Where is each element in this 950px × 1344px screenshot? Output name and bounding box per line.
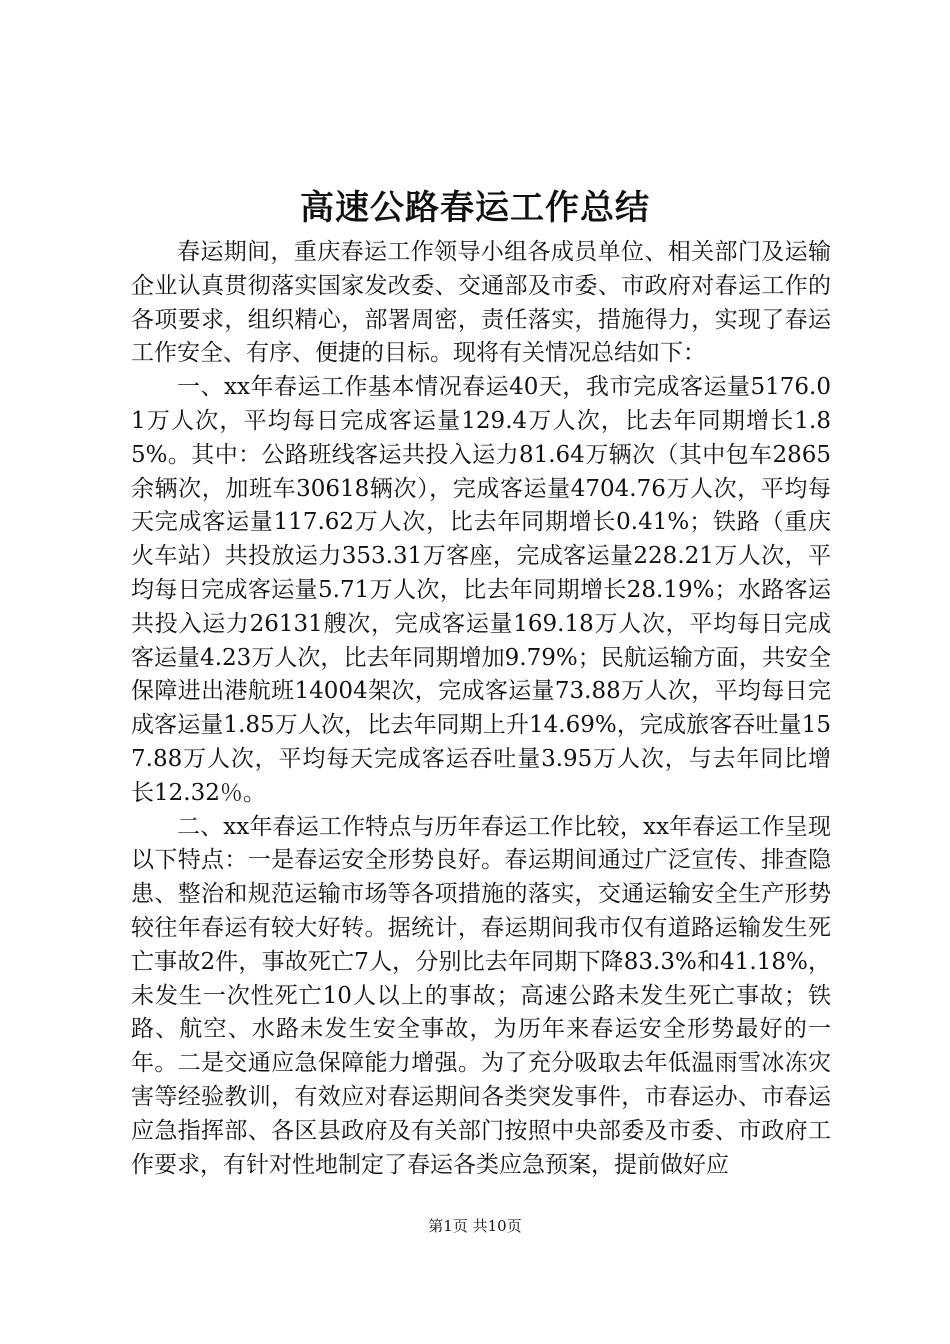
page-number: 第1页 共10页 — [428, 1217, 522, 1235]
paragraph-intro: 春运期间，重庆春运工作领导小组各成员单位、相关部门及运输企业认真贯彻落实国家发改委、交通部及市委、市政府对春运工作的各项要求，组织精心，部署周密，责任落实，措施得力，实现了春运工作安全、有序、便捷的目标。现将有关情况总结如下： — [131, 239, 831, 367]
paragraph-basic-situation: 一、xx年春运工作基本情况春运40天，我市完成客运量5176.01万人次，平均每日完成客运量129.4万人次，比去年同期增长1.85%。其中：公路班线客运共投入运力81.64万辆次（其中包车2865余辆次，加班车30618辆次），完成客运量4704.76万人次，平均每天完成客运量117.62万人次，比去年同期增长0.41%；铁路（重庆火车站）共投放运力353.31万客座，完成客运量228.21万人次，平均每日完成客运量5.71万人次，比去年同期增长28.19%；水路客运共投入运力26131艘次，完成客运量169.18万人次，平均每日完成客运量4.23万人次，比去年同期增加9.79%；民航运输方面，共安全保障进出港航班14004架次，完成客运量73.88万人次，平均每日完成客运量1.85万人次，比去年同期上升14.69%，完成旅客吞吐量157.88万人次，平均每天完成客运吞吐量3.95万人次，与去年同比增长12.32％。 — [131, 374, 831, 806]
paragraph-characteristics: 二、xx年春运工作特点与历年春运工作比较，xx年春运工作呈现以下特点：一是春运安全形势良好。春运期间通过广泛宣传、排查隐患、整治和规范运输市场等各项措施的落实，交通运输安全生产形势较往年春运有较大好转。据统计，春运期间我市仅有道路运输发生死亡事故2件，事故死亡7人，分别比去年同期下降83.3%和41.18%，未发生一次性死亡10人以上的事故；高速公路未发生死亡事故；铁路、航空、水路未发生安全事故，为历年来春运安全形势最好的一年。二是交通应急保障能力增强。为了充分吸取去年低温雨雪冰冻灾害等经验教训，有效应对春运期间各类突发事件，市春运办、市春运应急指挥部、各区县政府及有关部门按照中央部委及市委、市政府工作要求，有针对性地制定了春运各类应急预案，提前做好应 — [131, 813, 831, 1178]
page-title: 高速公路春运工作总结 — [300, 188, 650, 228]
document-body — [131, 236, 831, 1182]
